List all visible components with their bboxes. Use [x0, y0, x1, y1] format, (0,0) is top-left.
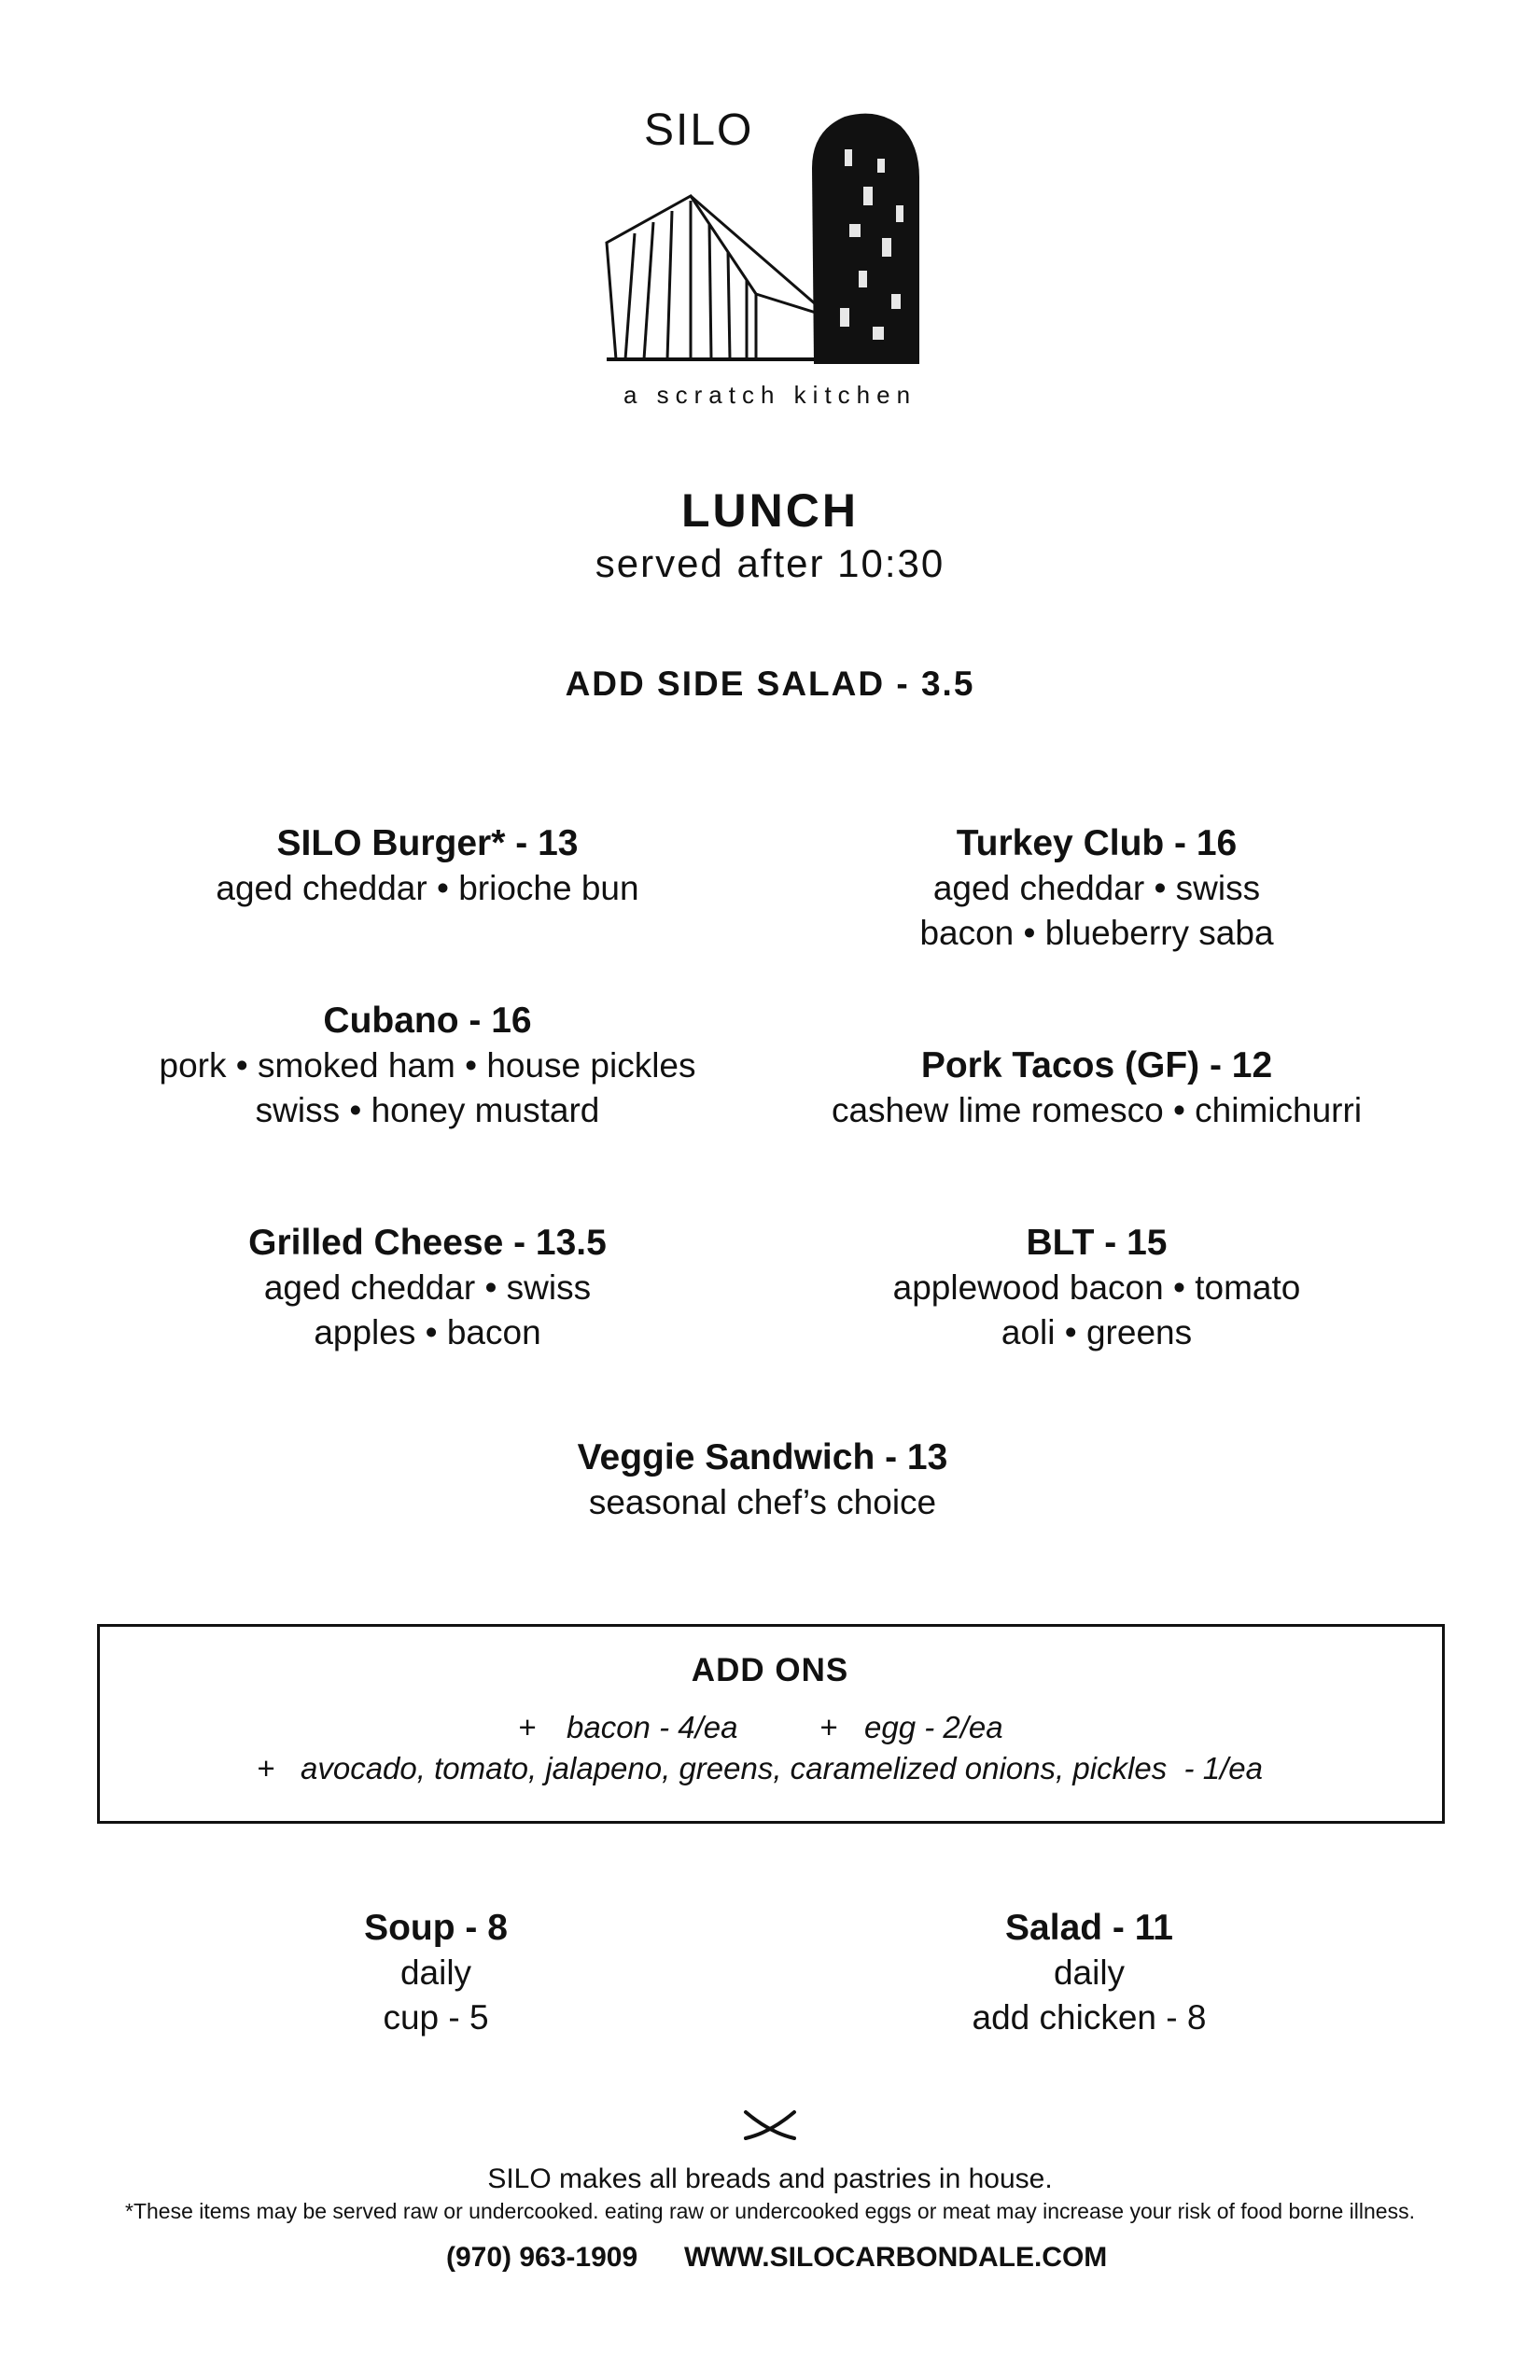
item-desc: daily: [1053, 1953, 1126, 1992]
item-desc: applewood bacon • tomato: [892, 1268, 1301, 1307]
item-name: Salad - 11: [1005, 1908, 1173, 1948]
menu-item-blt: [770, 1221, 1423, 1355]
addons-title: ADD ONS: [691, 1652, 849, 1688]
addon-plus: +: [257, 1751, 275, 1785]
item-desc: swiss • honey mustard: [255, 1091, 600, 1129]
addon-plus: +: [518, 1710, 537, 1744]
item-name: Cubano - 16: [323, 1001, 532, 1041]
menu-item-pork-tacos: [770, 1043, 1423, 1133]
menu-item-silo-burger: [101, 821, 754, 911]
item-name: Pork Tacos (GF) - 12: [920, 1045, 1273, 1085]
menu-title: LUNCH: [681, 484, 859, 537]
item-name: Veggie Sandwich - 13: [577, 1437, 948, 1477]
item-desc: pork • smoked ham • house pickles: [159, 1046, 696, 1085]
item-desc: aoli • greens: [1001, 1313, 1193, 1351]
addon-plus: +: [819, 1710, 838, 1744]
item-name: Grilled Cheese - 13.5: [248, 1223, 607, 1263]
crossed-utensils-icon: [742, 2105, 798, 2142]
item-desc: add chicken - 8: [972, 1998, 1207, 2037]
item-desc: cashew lime romesco • chimichurri: [831, 1091, 1363, 1129]
menu-item-salad: [763, 1906, 1416, 2040]
item-desc: cup - 5: [383, 1998, 489, 2037]
menu-item-grilled-cheese: [101, 1221, 754, 1355]
item-name: SILO Burger* - 13: [276, 823, 579, 863]
brand-name: SILO: [644, 105, 754, 155]
item-desc: daily: [399, 1953, 472, 1992]
menu-item-turkey-club: [770, 821, 1423, 956]
item-desc: aged cheddar • swiss: [263, 1268, 592, 1307]
item-desc: aged cheddar • swiss: [932, 869, 1261, 907]
phone-number[interactable]: (970) 963-1909: [446, 2242, 638, 2273]
addon-egg: egg - 2/ea: [864, 1710, 1003, 1744]
bakery-note: SILO makes all breads and pastries in house.: [487, 2163, 1053, 2194]
menu-subtitle: served after 10:30: [595, 541, 945, 585]
item-desc: seasonal chef’s choice: [588, 1483, 937, 1521]
item-name: Soup - 8: [364, 1908, 508, 1948]
side-salad-note: ADD SIDE SALAD - 3.5: [565, 665, 975, 703]
silo-illustration: [812, 114, 919, 364]
item-name: BLT - 15: [1026, 1223, 1168, 1263]
menu-item-soup: [109, 1906, 763, 2040]
item-name: Turkey Club - 16: [956, 823, 1238, 863]
menu-item-veggie-sandwich: [436, 1435, 1089, 1525]
menu-item-cubano: [101, 999, 754, 1133]
item-desc: bacon • blueberry saba: [919, 914, 1274, 952]
item-desc: apples • bacon: [314, 1313, 541, 1351]
item-desc: aged cheddar • brioche bun: [216, 869, 639, 907]
barn-illustration: [607, 196, 831, 359]
addon-bacon: bacon - 4/ea: [567, 1710, 738, 1744]
raw-food-disclaimer: *These items may be served raw or undercooked. eating raw or undercooked eggs or meat may increase your risk of food borne illness.: [125, 2199, 1415, 2223]
website-link[interactable]: WWW.SILOCARBONDALE.COM: [684, 2242, 1108, 2273]
addon-extras: avocado, tomato, jalapeno, greens, caramelized onions, pickles - 1/ea: [301, 1751, 1263, 1785]
brand-tagline: a scratch kitchen: [623, 381, 917, 409]
